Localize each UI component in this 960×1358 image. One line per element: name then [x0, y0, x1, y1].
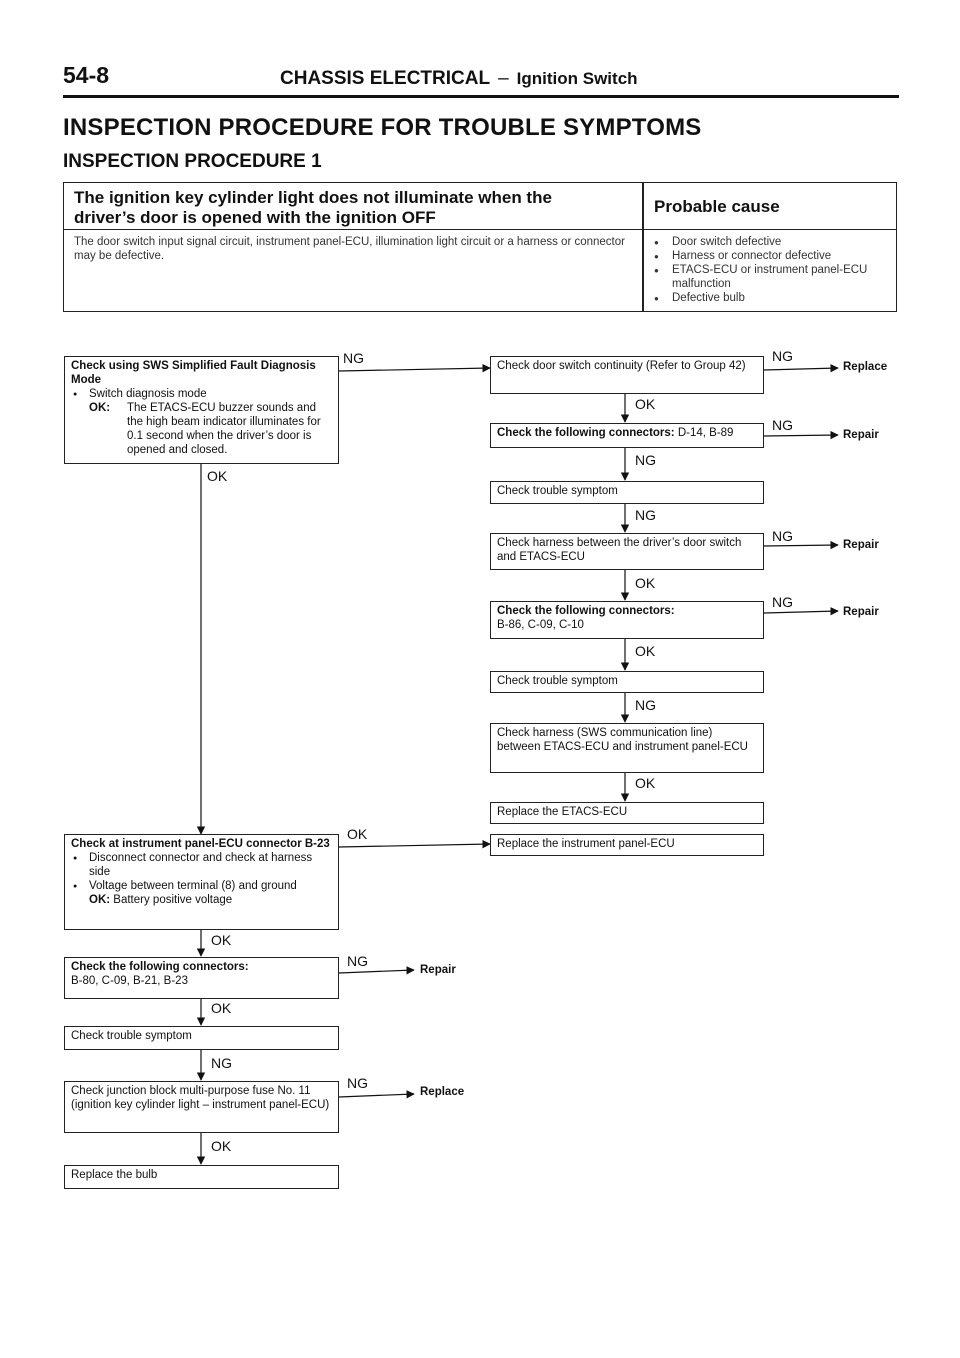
ng-label: NG [772, 348, 793, 364]
connector-check-title: Check the following connectors: [71, 961, 249, 973]
ng-label: NG [347, 1075, 368, 1091]
connector-ids: B-80, C-09, B-21, B-23 [71, 975, 188, 987]
ok-label: OK [211, 932, 232, 948]
connector-check-title: Check the following connectors: [497, 605, 675, 617]
action-replace: Replace [843, 361, 888, 373]
ok-label: OK [635, 775, 656, 791]
ipecu-bullet: ● Voltage between terminal (8) and ground [71, 879, 332, 893]
ok-label: OK [635, 643, 656, 659]
ipecu-ok-text: Battery positive voltage [113, 894, 233, 906]
ipecu-ok [71, 893, 332, 907]
probable-cause-header: Probable cause [654, 197, 780, 216]
ipecu-title: Check at instrument panel-ECU connector B-23 [71, 838, 330, 850]
flow-arrow [339, 970, 414, 973]
sws-title: Check using SWS Simplified Fault Diagnosis Mode [71, 360, 316, 386]
flow-arrow [764, 368, 838, 370]
connector-check-box [490, 601, 764, 639]
sws-ok [71, 401, 332, 457]
ng-label: NG [772, 594, 793, 610]
ng-label: NG [772, 528, 793, 544]
connector-ids: B-86, C-09, C-10 [497, 619, 584, 631]
cause-item: ● Defective bulb [652, 291, 892, 305]
harness-check-box: Check harness between the driver’s door switch and ETACS-ECU [490, 533, 764, 570]
flow-arrow [339, 368, 490, 371]
action-repair: Repair [843, 606, 879, 618]
ipecu-bullets [71, 851, 332, 893]
ng-label: NG [635, 697, 656, 713]
flow-arrow [764, 435, 838, 436]
sws-bullets [71, 387, 332, 401]
symptom-line: The ignition key cylinder light does not illuminate when the [74, 188, 552, 207]
cause-item: ● Door switch defective [652, 235, 892, 249]
cause-item: ● Harness or connector defective [652, 249, 892, 263]
sws-ok-text: The ETACS-ECU buzzer sounds and the high beam indicator illuminates for 0.1 second when the driver’s door is opened and closed. [127, 402, 321, 456]
ng-label: NG [635, 507, 656, 523]
action-replace: Replace [420, 1086, 465, 1098]
page-number: 54-8 [63, 62, 110, 88]
section-title: Ignition Switch [516, 69, 638, 88]
ok-label: OK [207, 468, 228, 484]
trouble-symptom-box: Check trouble symptom [490, 481, 764, 504]
ok-label: OK [635, 575, 656, 591]
ng-label: NG [347, 953, 368, 969]
ng-label: NG [211, 1055, 232, 1071]
symptom-description: The door switch input signal circuit, instrument panel-ECU, illumination light circuit or a harness or connector may be defective. [74, 236, 625, 262]
trouble-symptom-box: Check trouble symptom [490, 671, 764, 693]
sws-bullet: ● Switch diagnosis mode [71, 387, 332, 401]
replace-bulb-box: Replace the bulb [64, 1165, 339, 1189]
flow-arrow [339, 844, 490, 847]
door-switch-check-box: Check door switch continuity (Refer to Group 42) [490, 356, 764, 394]
cause-item: ● ETACS-ECU or instrument panel-ECU malfunction [652, 263, 892, 291]
chapter-dash: – [498, 68, 509, 89]
action-repair: Repair [420, 964, 456, 976]
flow-arrow [764, 545, 838, 546]
ok-label: OK: [89, 402, 111, 414]
connector-check-box [490, 423, 764, 448]
ng-label: NG [772, 417, 793, 433]
ok-label: OK [211, 1138, 232, 1154]
harness-sws-check-box: Check harness (SWS communication line) between ETACS-ECU and instrument panel-ECU [490, 723, 764, 773]
procedure-title: INSPECTION PROCEDURE 1 [63, 151, 322, 172]
connector-ids: D-14, B-89 [677, 427, 734, 439]
chapter-title: CHASSIS ELECTRICAL [280, 68, 491, 89]
connector-check-box [64, 957, 339, 999]
ipecu-check-box [64, 834, 339, 930]
symptom-line: driver’s door is opened with the ignition OFF [74, 208, 436, 227]
ok-label: OK [635, 396, 656, 412]
replace-ipecu-box: Replace the instrument panel-ECU [490, 834, 764, 856]
ng-label: NG [343, 350, 364, 366]
ok-label: OK: [89, 894, 111, 906]
ng-label: NG [635, 452, 656, 468]
main-title: INSPECTION PROCEDURE FOR TROUBLE SYMPTOMS [63, 114, 702, 141]
trouble-symptom-box: Check trouble symptom [64, 1026, 339, 1050]
flow-arrow [339, 1094, 414, 1097]
ok-label: OK [347, 826, 368, 842]
fuse-check-box: Check junction block multi-purpose fuse No. 11 (ignition key cylinder light – instrument panel-ECU) [64, 1081, 339, 1133]
ok-label: OK [211, 1000, 232, 1016]
action-repair: Repair [843, 539, 879, 551]
action-repair: Repair [843, 429, 879, 441]
sws-check-box [64, 356, 339, 464]
flow-arrow [764, 611, 838, 613]
connector-check-title: Check the following connectors: [497, 427, 675, 439]
replace-etacs-box: Replace the ETACS-ECU [490, 802, 764, 824]
ipecu-bullet: ● Disconnect connector and check at harness side [71, 851, 332, 879]
